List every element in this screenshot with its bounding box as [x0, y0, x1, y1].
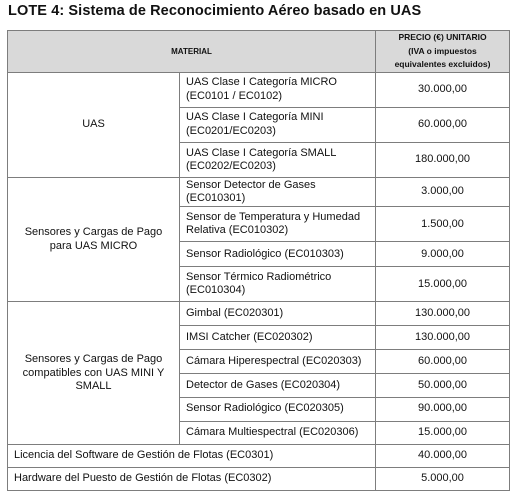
table-row	[8, 445, 510, 468]
item-name: Licencia del Software de Gestión de Flotas (EC0301)	[8, 445, 376, 468]
item-name: UAS Clase I Categoría SMALL (EC0202/EC0203)	[180, 142, 376, 177]
item-name: UAS Clase I Categoría MINI (EC0201/EC0203)	[180, 107, 376, 142]
price-table	[7, 30, 510, 491]
table-row	[8, 302, 510, 326]
item-name: Sensor Radiológico (EC020305)	[180, 397, 376, 421]
price-header-line-2: (IVA o impuestos	[408, 45, 477, 56]
item-name: Detector de Gases (EC020304)	[180, 373, 376, 397]
item-price: 3.000,00	[376, 178, 510, 207]
table-row	[8, 72, 510, 107]
item-price: 60.000,00	[376, 350, 510, 374]
item-name: Hardware del Puesto de Gestión de Flotas (EC0302)	[8, 468, 376, 491]
item-price: 130.000,00	[376, 326, 510, 350]
table-row	[8, 468, 510, 491]
group-label-micro-sensors: Sensores y Cargas de Pago para UAS MICRO	[8, 178, 180, 302]
item-name: Gimbal (EC020301)	[180, 302, 376, 326]
table-header-row	[8, 31, 510, 73]
item-price: 180.000,00	[376, 142, 510, 177]
item-price: 90.000,00	[376, 397, 510, 421]
item-price: 15.000,00	[376, 267, 510, 302]
price-header-line-1: PRECIO (€) UNITARIO	[398, 32, 487, 42]
item-price: 15.000,00	[376, 421, 510, 445]
item-price: 9.000,00	[376, 242, 510, 267]
item-price: 40.000,00	[376, 445, 510, 468]
item-price: 5.000,00	[376, 468, 510, 491]
item-price: 30.000,00	[376, 72, 510, 107]
price-header	[376, 31, 510, 73]
item-name: UAS Clase I Categoría MICRO (EC0101 / EC0102)	[180, 72, 376, 107]
item-name: Cámara Hiperespectral (EC020303)	[180, 350, 376, 374]
item-name: IMSI Catcher (EC020302)	[180, 326, 376, 350]
item-name: Sensor de Temperatura y Humedad Relativa (EC010302)	[180, 207, 376, 242]
table-row	[8, 178, 510, 207]
group-label-uas: UAS	[8, 72, 180, 178]
item-name: Sensor Térmico Radiométrico (EC010304)	[180, 267, 376, 302]
item-name: Sensor Detector de Gases (EC010301)	[180, 178, 376, 207]
item-price: 50.000,00	[376, 373, 510, 397]
item-price: 1.500,00	[376, 207, 510, 242]
group-label-mini-small-sensors: Sensores y Cargas de Pago compatibles con UAS MINI Y SMALL	[8, 302, 180, 445]
price-header-line-3: equivalentes excluidos)	[394, 59, 491, 69]
item-name: Sensor Radiológico (EC010303)	[180, 242, 376, 267]
document-title: LOTE 4: Sistema de Reconocimiento Aéreo basado en UAS	[8, 3, 422, 19]
item-name: Cámara Multiespectral (EC020306)	[180, 421, 376, 445]
item-price: 60.000,00	[376, 107, 510, 142]
material-header: MATERIAL	[8, 31, 376, 73]
item-price: 130.000,00	[376, 302, 510, 326]
